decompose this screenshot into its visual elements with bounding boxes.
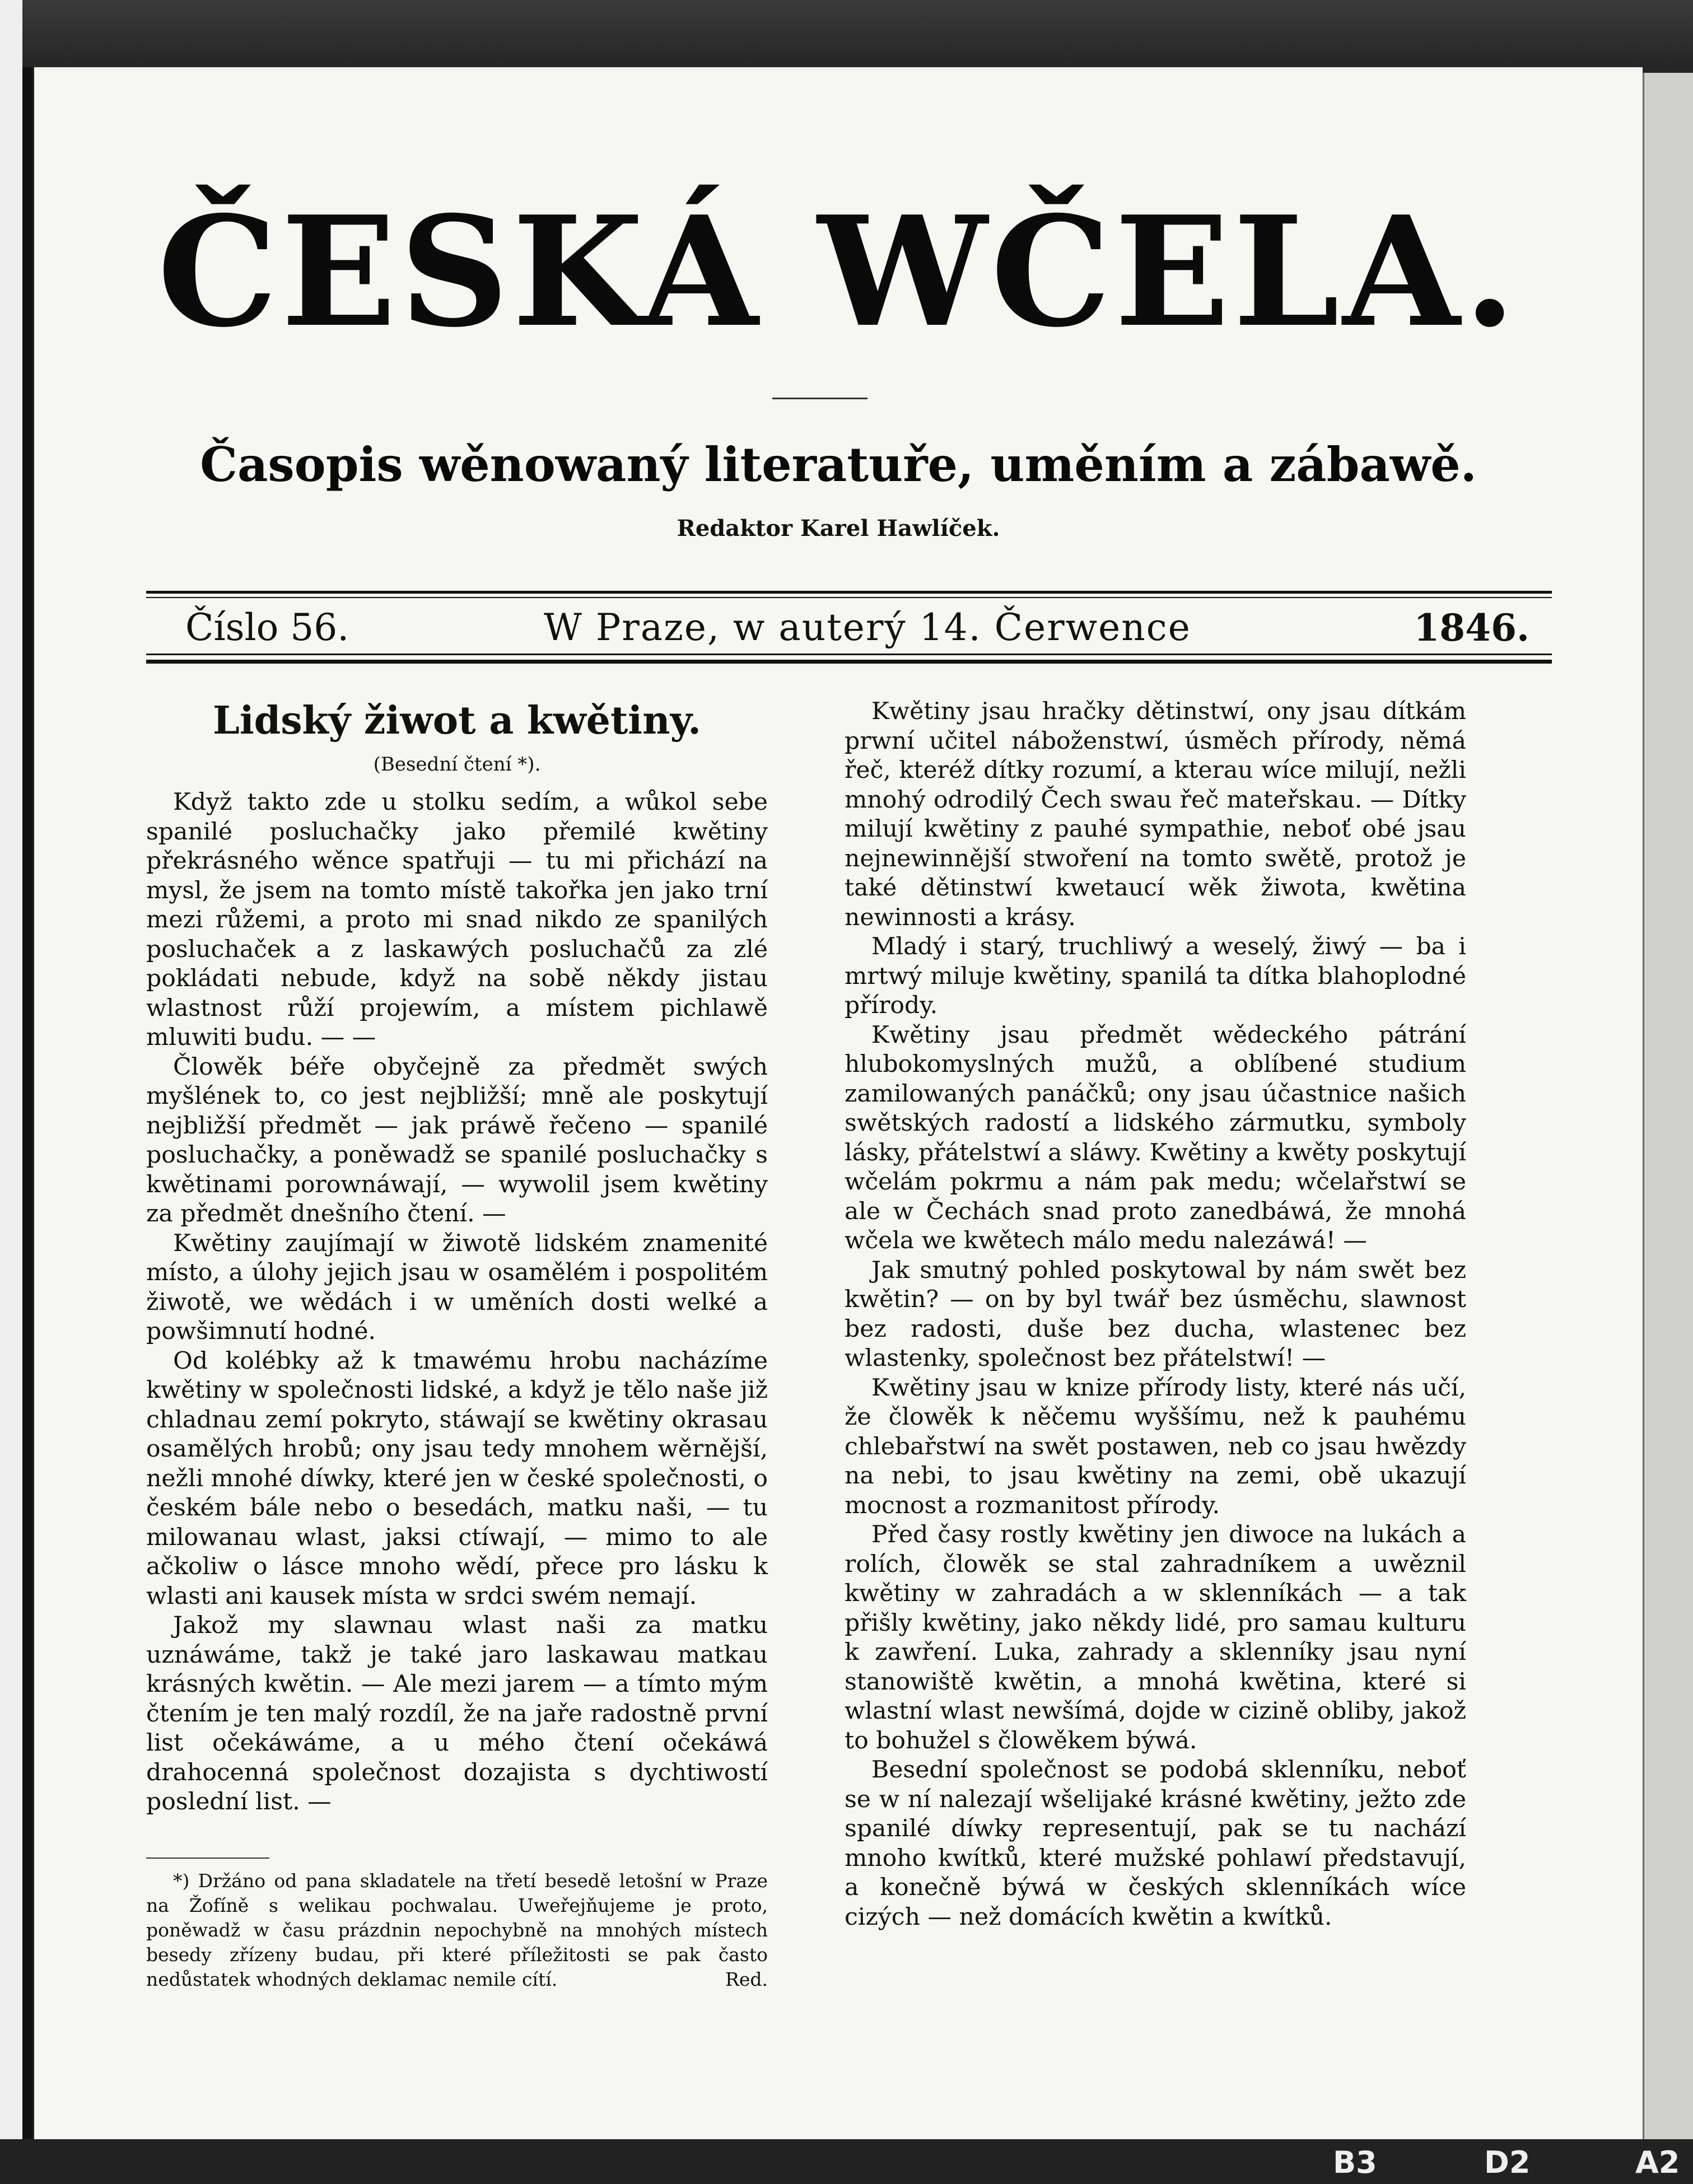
previous-page-margin	[0, 0, 22, 2184]
issue-number: Číslo 56.	[185, 606, 349, 649]
editor-line: Redaktor Karel Hawlíček.	[677, 515, 1000, 542]
paragraph: Když takto zde u stolku sedím, a wůkol sebe spanilé posluchačky jako přemilé kwětiny překrásného wěnce spatřuji — tu mi přichází na mysl, že jsem na tomto místě takořka jen jako trní mezi růžemi, a proto mi snad nikdo ze spanilých posluchaček a z laskawých posluchačů za zlé pokládati nebude, když na sobě někdy jistau wlastnost růží projewím, a místem pichlawě mluwiti budu. — —	[146, 788, 768, 1051]
header-rule-bottom	[146, 660, 1552, 664]
issue-year: 1846.	[1414, 606, 1529, 650]
next-page-edge	[1641, 73, 1693, 2139]
masthead-subtitle: Časopis wěnowaný literatuře, uměním a zábawě.	[200, 437, 1477, 492]
paragraph: Před časy rostly kwětiny jen diwoce na lukách a rolích, člowěk se stal zahradníkem a uwěznil kwětiny w zahradách a w sklenníkách — a tak přišly kwětiny, jako někdy lidé, pro samau kulturu k zawření. Luka, zahrady a sklenníky jsau nyní stanowiště kwětin, a mnohá kwětina, které si wlastní wlast newšímá, dojde w cizině obliby, jakož to bohužel s člowěkem býwá.	[845, 1521, 1466, 1754]
scan-label-a2: A2	[1635, 2145, 1680, 2180]
article-title: Lidský žiwot a kwětiny.	[213, 698, 701, 743]
paragraph: Besední společnost se podobá sklenníku, neboť se w ní nalezají wšelijaké krásné kwětiny, ježto zde spanilé díwky representují, pak se tu nachází mnoho kwítků, které mužské pohlawí představují, a konečně býwá w českých sklenníkách wíce cizých — než domácích kwětin a kwítků.	[845, 1756, 1466, 1931]
paragraph: Kwětiny zaujímají w žiwotě lidském znamenité místo, a úlohy jejich jsau w osamělém i pospolitém žiwotě, we wědách i w uměních dosti welké a powšimnutí hodné.	[146, 1229, 768, 1345]
scan-label-b3: B3	[1333, 2145, 1377, 2180]
issue-date: W Praze, w auterý 14. Čerwence	[544, 606, 1191, 649]
paragraph: Mladý i starý, truchliwý a weselý, žiwý — ba i mrtwý miluje kwětiny, spanilá ta dítka blahoplodné přírody.	[845, 933, 1466, 1019]
footnote	[146, 1869, 768, 1992]
scan-top-edge	[0, 0, 1693, 73]
footnote-divider	[146, 1858, 269, 1859]
page-gutter-shadow	[22, 67, 32, 2184]
header-rule-top	[146, 591, 1552, 594]
scan-bottom-strip	[0, 2139, 1693, 2184]
paragraph: Jakož my slawnau wlast naši za matku uznáwáme, takž je také jaro laskawau matkau krásných kwětin. — Ale mezi jarem — a tímto mým čtením je ten malý rozdíl, že na jaře radostně první list očekáwáme, a u mého čtení očekáwá drahocenná společnost dozajista s dychtiwostí poslední list. —	[146, 1612, 768, 1816]
issue-info-row	[185, 599, 1529, 652]
right-column	[845, 697, 1466, 1932]
masthead-title: ČESKÁ WČELA.	[157, 183, 1520, 361]
newspaper-page	[32, 67, 1643, 2139]
masthead-divider	[772, 398, 868, 399]
paragraph: Od kolébky až k tmawému hrobu nacházíme kwětiny w společnosti lidské, a když je tělo naše již chladnau zemí pokryto, stáwají se kwětiny okrasau osamělých hrobů; ony jsau tedy mnohem wěrnější, nežli mnohé díwky, které jen w české společnosti, o českém bále nebo o besedách, matku naši, — tu milowanau wlast, jaksi ctíwají, — mimo to ale ačkoliw o lásce mnoho wědí, přece pro lásku k wlasti ani kausek místa w srdci swém nemají.	[146, 1347, 768, 1610]
paragraph: Kwětiny jsau předmět wědeckého pátrání hlubokomyslných mužů, a oblíbené studium zamilowaných panáčků; ony jsau účastnice našich swětských radostí a lidského zármutku, symboly lásky, přátelstwí a sláwy. Kwětiny a kwěty poskytují wčelám pokrmu a nám pak medu; wčelařstwí se ale w Čechách snad proto zanedbáwá, že mnohá wčela we kwětech málo medu nalezáwá! —	[845, 1021, 1466, 1254]
paragraph: Člowěk béře obyčejně za předmět swých myšlének to, co jest nejbližší; mně ale poskytují nejbližší předmět — jak práwě řečeno — spanilé posluchačky, a poněwadž se spanilé posluchačky s kwětinami porownáwají, — wywolil jsem kwětiny za předmět dnešního čtení. —	[146, 1053, 768, 1228]
header-rule-bottom-thin	[146, 654, 1552, 655]
paragraph: Jak smutný pohled poskytowal by nám swět bez kwětin? — on by byl twář bez úsměchu, slawnost bez radosti, duše bez ducha, wlastenec bez wlastenky, společnost bez přátelstwí! —	[845, 1256, 1466, 1372]
footnote-text: *) Držáno od pana skladatele na třetí besedě letošní w Praze na Žofíně s welikau pochwalau. Uweřejňujeme je proto, poněwadž w času prázdnin nepochybně na mnohých místech besedy zřízeny budau, při které příležitosti se pak často nedůstatek whodných deklamac nemile cítí.	[146, 1869, 768, 1990]
scan-label-d2: D2	[1484, 2145, 1531, 2180]
paragraph: Kwětiny jsau w knize přírody listy, které nás učí, že člowěk k něčemu wyššímu, než k pauhému chlebařstwí na swět postawen, neb co jsau hwězdy na nebi, to jsau kwětiny na zemi, obě ukazují mocnost a rozmanitost přírody.	[845, 1374, 1466, 1519]
footnote-signature: Red.	[725, 1968, 768, 1990]
left-column	[146, 697, 768, 1992]
paragraph: Kwětiny jsau hračky dětinstwí, ony jsau dítkám prwní učitel náboženstwí, úsměch přírody, němá řeč, kteréž dítky rozumí, a kterau wíce milují, nežli mnohý odrodilý Čech swau řeč mateřskau. — Dítky milují kwětiny z pauhé sympathie, neboť obé jsau nejnewinnější stwoření na tomto swětě, protož je také dětinstwí kwetaucí wěk žiwota, kwětina newinnosti a krásy.	[845, 698, 1466, 931]
header-rule-top-thin	[146, 597, 1552, 598]
article-subtitle: (Besední čtení *).	[373, 753, 541, 776]
